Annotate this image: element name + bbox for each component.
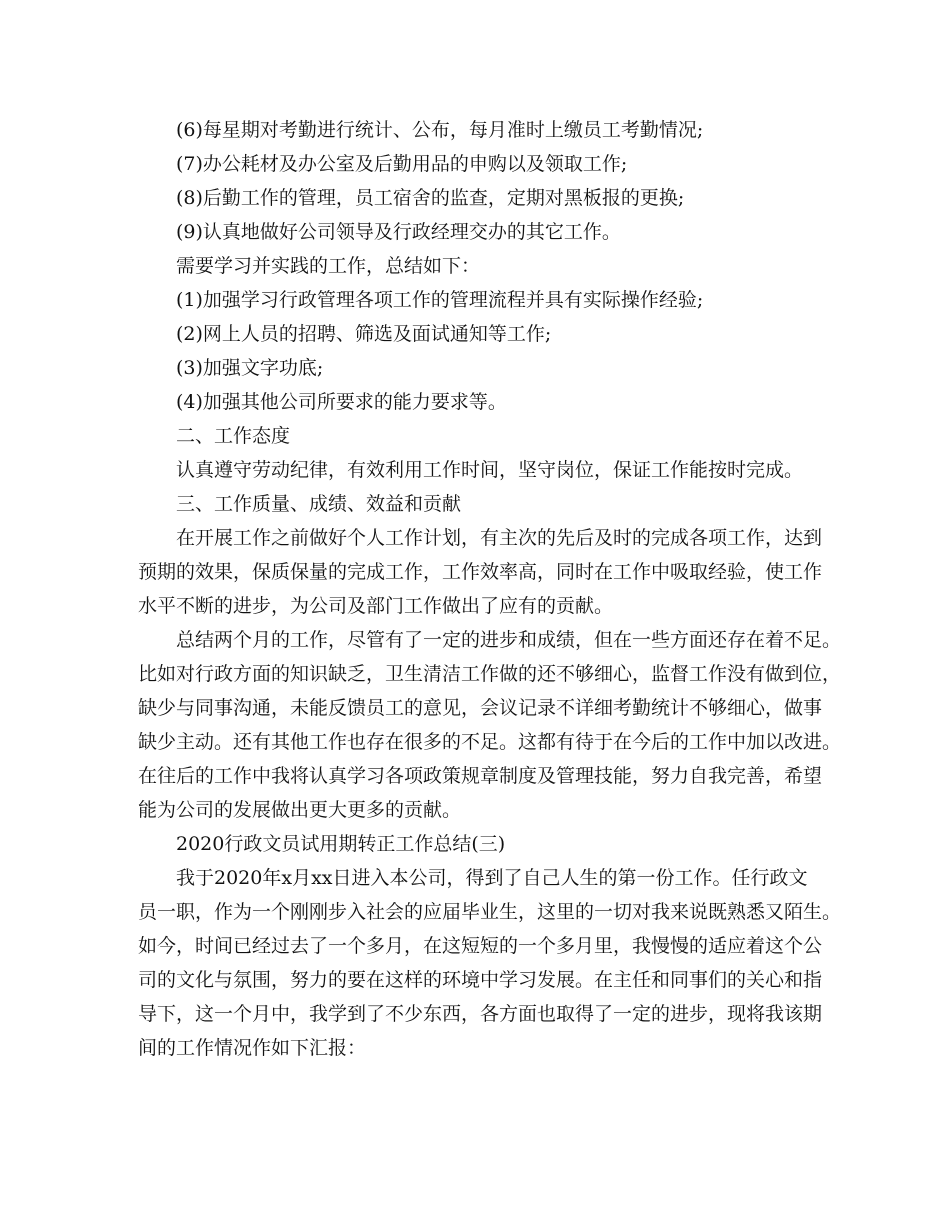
list-item: (7)办公耗材及办公室及后勤用品的申购以及领取工作;: [176, 153, 628, 175]
paragraph-line: 认真遵守劳动纪律，有效利用工作时间，坚守岗位，保证工作能按时完成。: [176, 459, 804, 481]
list-item: (2)网上人员的招聘、筛选及面试通知等工作;: [176, 323, 552, 345]
paragraph-line: 如今，时间已经过去了一个多月，在这短短的一个多月里，我慢慢的适应着这个公: [138, 935, 823, 957]
article-title: 2020行政文员试用期转正工作总结(三): [176, 833, 506, 855]
paragraph-line: 在开展工作之前做好个人工作计划，有主次的先后及时的完成各项工作，达到: [176, 527, 823, 549]
section-heading: 三、工作质量、成绩、效益和贡献: [176, 493, 462, 515]
study-heading: 需要学习并实践的工作，总结如下：: [176, 255, 481, 277]
paragraph-line: 司的文化与氛围，努力的要在这样的环境中学习发展。在主任和同事们的关心和指: [138, 969, 823, 991]
paragraph-line: 间的工作情况作如下汇报：: [138, 1037, 367, 1059]
list-item: (9)认真地做好公司领导及行政经理交办的其它工作。: [176, 221, 621, 243]
paragraph-line: 缺少主动。还有其他工作也存在很多的不足。这都有待于在今后的工作中加以改进。: [138, 731, 842, 753]
list-item: (6)每星期对考勤进行统计、公布，每月准时上缴员工考勤情况;: [176, 119, 704, 141]
paragraph-line: 能为公司的发展做出更大更多的贡献。: [138, 799, 462, 821]
paragraph-line: 比如对行政方面的知识缺乏，卫生清洁工作做的还不够细心，监督工作没有做到位，: [138, 663, 842, 685]
paragraph-line: 缺少与同事沟通，未能反馈员工的意见，会议记录不详细考勤统计不够细心，做事: [138, 697, 823, 719]
paragraph-line: 水平不断的进步，为公司及部门工作做出了应有的贡献。: [138, 595, 614, 617]
paragraph-line: 员一职，作为一个刚刚步入社会的应届毕业生，这里的一切对我来说既熟悉又陌生。: [138, 901, 842, 923]
section-heading: 二、工作态度: [176, 425, 291, 447]
list-item: (4)加强其他公司所要求的能力要求等。: [176, 391, 507, 413]
paragraph-line: 预期的效果，保质保量的完成工作，工作效率高，同时在工作中吸取经验，使工作: [138, 561, 823, 583]
list-item: (1)加强学习行政管理各项工作的管理流程并具有实际操作经验;: [176, 289, 704, 311]
list-item: (3)加强文字功底;: [176, 357, 324, 379]
paragraph-line: 总结两个月的工作，尽管有了一定的进步和成绩，但在一些方面还存在着不足。: [176, 629, 842, 651]
list-item: (8)后勤工作的管理，员工宿舍的监查，定期对黑板报的更换;: [176, 187, 685, 209]
paragraph-line: 导下，这一个月中，我学到了不少东西，各方面也取得了一定的进步，现将我该期: [138, 1003, 823, 1025]
paragraph-line: 我于2020年x月xx日进入本公司，得到了自己人生的第一份工作。任行政文: [176, 867, 808, 889]
paragraph-line: 在往后的工作中我将认真学习各项政策规章制度及管理技能，努力自我完善，希望: [138, 765, 823, 787]
